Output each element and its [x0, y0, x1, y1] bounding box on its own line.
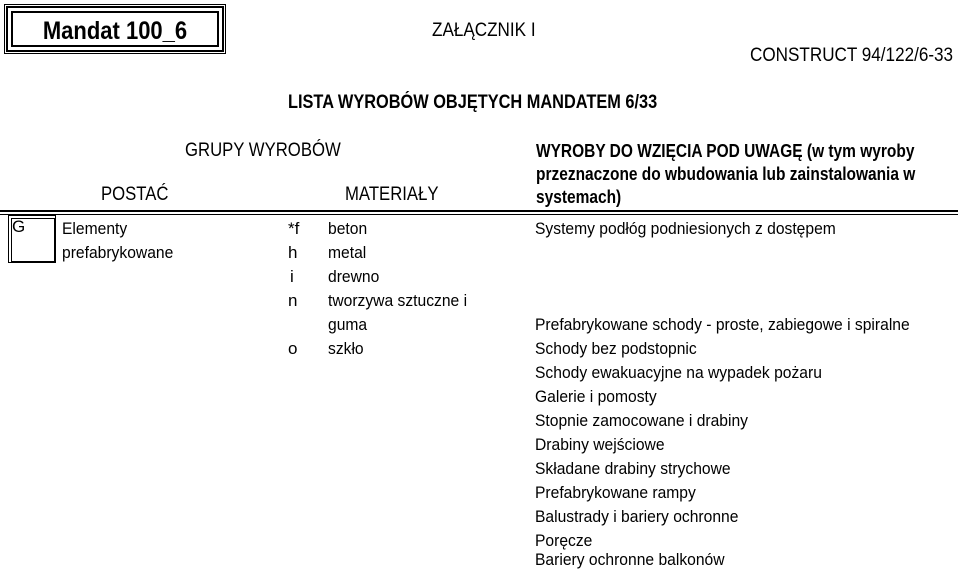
product-item: Prefabrykowane schody - proste, zabiegowe i spiralne: [535, 315, 910, 334]
product-item: Składane drabiny strychowe: [535, 459, 731, 478]
header-products: [536, 140, 915, 209]
group-letter: G: [12, 217, 26, 236]
mandate-title-box: [4, 4, 226, 54]
header-rule-thin: [0, 214, 958, 215]
material-name: metal: [328, 243, 367, 262]
header-rule-thick: [0, 210, 958, 212]
header-product-groups: GRUPY WYROBÓW: [185, 140, 341, 161]
group-form-line-1: Elementy: [62, 219, 128, 238]
header-products-line-2: przeznaczone do wbudowania lub zainstalowania w: [536, 164, 916, 184]
group-form-line-2: prefabrykowane: [62, 243, 174, 262]
header-products-line-1: WYROBY DO WZIĘCIA POD UWAGĘ (w tym wyroby: [536, 141, 915, 161]
product-item: Prefabrykowane rampy: [535, 483, 696, 502]
material-code: n: [288, 291, 298, 310]
material-code: h: [288, 243, 298, 262]
product-item: Bariery ochronne balkonów: [535, 550, 725, 569]
material-code: *f: [288, 219, 300, 238]
mandate-title: Mandat 100_6: [42, 17, 188, 45]
header-products-line-3: systemach): [536, 187, 622, 207]
product-item: Poręcze: [535, 531, 593, 550]
product-item: Drabiny wejściowe: [535, 435, 665, 454]
header-form: POSTAĆ: [101, 184, 169, 205]
header-materials: MATERIAŁY: [345, 184, 439, 205]
material-name: drewno: [328, 267, 380, 286]
material-name: tworzywa sztuczne i: [328, 291, 468, 310]
product-item: Systemy podłóg podniesionych z dostępem: [535, 219, 836, 238]
list-title: LISTA WYROBÓW OBJĘTYCH MANDATEM 6/33: [288, 92, 658, 113]
material-name: szkło: [328, 339, 364, 358]
group-box: [8, 215, 56, 263]
product-item: Galerie i pomosty: [535, 387, 657, 406]
material-name: guma: [328, 315, 368, 334]
product-item: Balustrady i bariery ochronne: [535, 507, 739, 526]
group-box-frame: [11, 218, 56, 262]
group-form: [62, 217, 173, 265]
product-item: Schody bez podstopnic: [535, 339, 697, 358]
annex-label: ZAŁĄCZNIK I: [432, 20, 536, 41]
product-item: Schody ewakuacyjne na wypadek pożaru: [535, 363, 822, 382]
product-item: Stopnie zamocowane i drabiny: [535, 411, 749, 430]
material-code: o: [288, 339, 298, 358]
construct-code: CONSTRUCT 94/122/6-33: [750, 45, 954, 66]
material-name: beton: [328, 219, 368, 238]
material-code: i: [290, 267, 294, 286]
